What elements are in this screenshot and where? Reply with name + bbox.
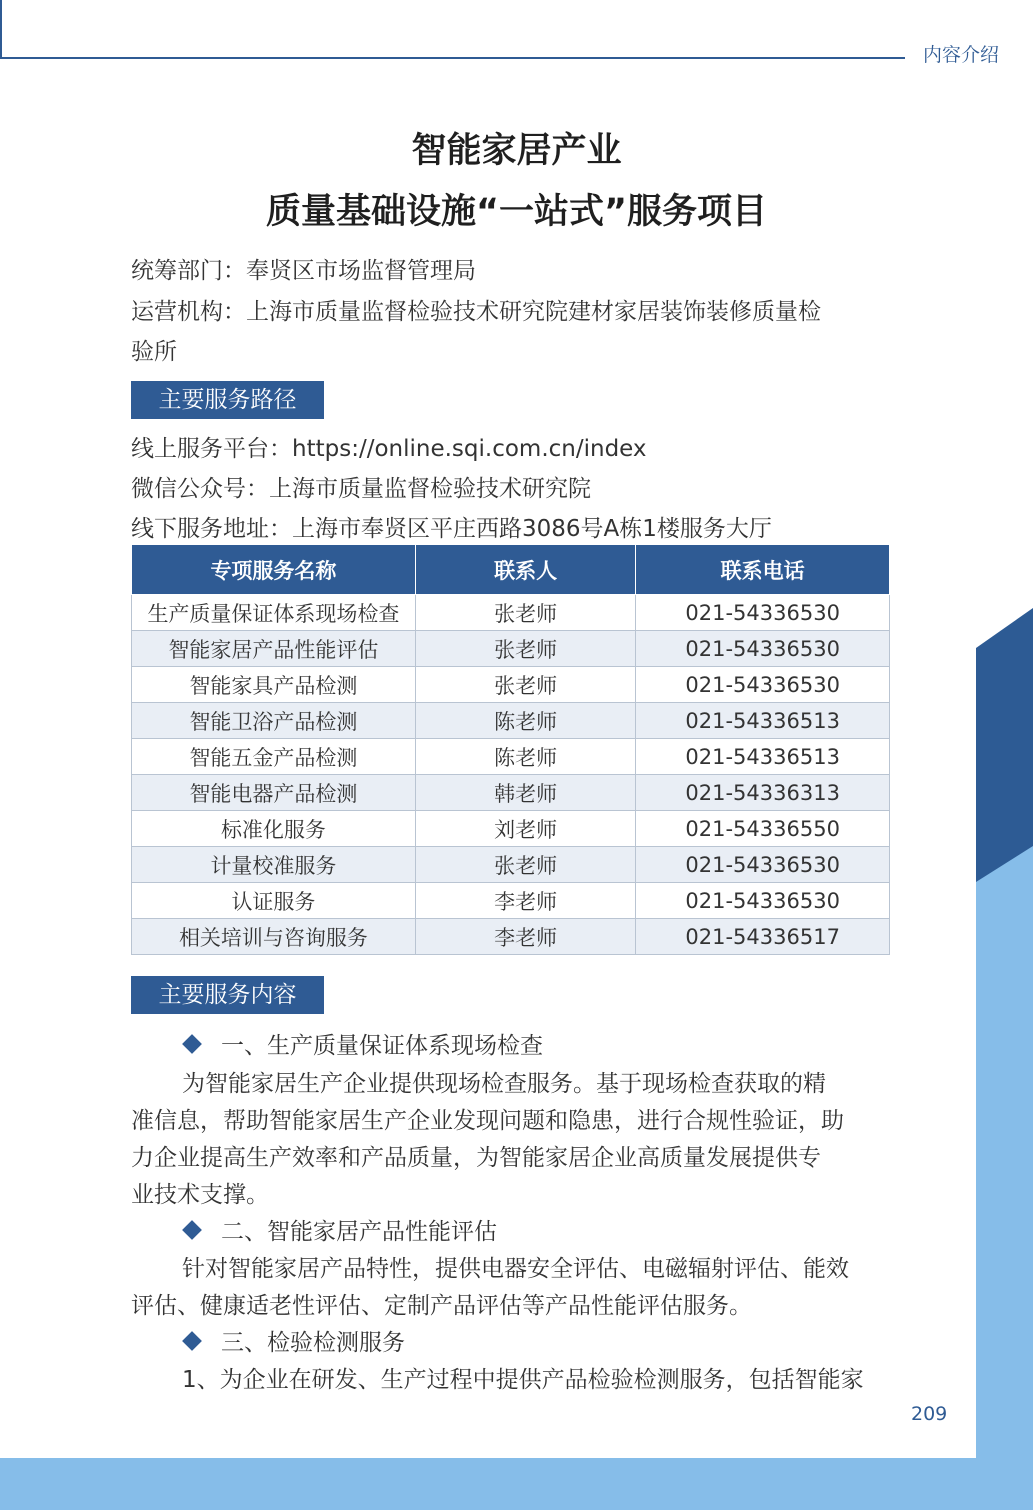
diamond-bullet-icon bbox=[182, 1034, 202, 1054]
service-name-cell: 标准化服务 bbox=[132, 811, 416, 847]
contact-cell: 李老师 bbox=[415, 883, 635, 919]
phone-cell: 021-54336550 bbox=[636, 811, 890, 847]
section-tag-service-path: 主要服务路径 bbox=[131, 381, 324, 419]
phone-cell: 021-54336530 bbox=[636, 595, 890, 631]
online-platform-line: 线上服务平台：https://online.sqi.com.cn/index bbox=[131, 436, 647, 462]
item3-line-1: 1、为企业在研发、生产过程中提供产品检验检测服务，包括智能家 bbox=[182, 1367, 864, 1393]
contact-cell: 张老师 bbox=[415, 595, 635, 631]
service-name-cell: 智能家具产品检测 bbox=[132, 667, 416, 703]
page-number: 209 bbox=[911, 1403, 948, 1425]
phone-cell: 021-54336530 bbox=[636, 631, 890, 667]
header-phone: 联系电话 bbox=[636, 545, 890, 595]
service-contact-table bbox=[131, 544, 890, 955]
contact-cell: 陈老师 bbox=[415, 703, 635, 739]
item2-line-1: 针对智能家居产品特性，提供电器安全评估、电磁辐射评估、能效 bbox=[182, 1256, 849, 1282]
phone-cell: 021-54336530 bbox=[636, 667, 890, 703]
phone-cell: 021-54336517 bbox=[636, 919, 890, 955]
phone-cell: 021-54336530 bbox=[636, 847, 890, 883]
item2-line-2: 评估、健康适老性评估、定制产品评估等产品性能评估服务。 bbox=[131, 1293, 752, 1319]
table-row bbox=[132, 595, 890, 631]
phone-cell: 021-54336513 bbox=[636, 703, 890, 739]
item2-title: 二、智能家居产品性能评估 bbox=[221, 1219, 497, 1245]
table-row bbox=[132, 631, 890, 667]
table-row bbox=[132, 775, 890, 811]
phone-cell: 021-54336530 bbox=[636, 883, 890, 919]
page-title-line2: 质量基础设施“一站式”服务项目 bbox=[265, 192, 767, 232]
diamond-bullet-icon bbox=[182, 1331, 202, 1351]
table-row bbox=[132, 847, 890, 883]
wechat-line: 微信公众号：上海市质量监督检验技术研究院 bbox=[131, 476, 591, 502]
offline-address-line: 线下服务地址：上海市奉贤区平庄西路3086号A栋1楼服务大厅 bbox=[131, 516, 772, 542]
service-name-cell: 智能家居产品性能评估 bbox=[132, 631, 416, 667]
service-name-cell: 智能五金产品检测 bbox=[132, 739, 416, 775]
page-title-line1: 智能家居产业 bbox=[411, 131, 622, 171]
contact-cell: 张老师 bbox=[415, 631, 635, 667]
table-row bbox=[132, 739, 890, 775]
phone-cell: 021-54336313 bbox=[636, 775, 890, 811]
service-name-cell: 智能电器产品检测 bbox=[132, 775, 416, 811]
table-row bbox=[132, 703, 890, 739]
table-row bbox=[132, 919, 890, 955]
header-contact: 联系人 bbox=[415, 545, 635, 595]
dept-line: 统筹部门：奉贤区市场监督管理局 bbox=[131, 258, 476, 284]
header-service-name: 专项服务名称 bbox=[132, 545, 416, 595]
item1-heading bbox=[185, 1027, 543, 1060]
service-name-cell: 认证服务 bbox=[132, 883, 416, 919]
item1-line-2: 准信息，帮助智能家居生产企业发现问题和隐患，进行合规性验证，助 bbox=[131, 1108, 844, 1134]
item1-line-3: 力企业提高生产效率和产品质量，为智能家居企业高质量发展提供专 bbox=[131, 1145, 821, 1171]
item1-title: 一、生产质量保证体系现场检查 bbox=[221, 1033, 543, 1059]
service-name-cell: 生产质量保证体系现场检查 bbox=[132, 595, 416, 631]
table-row bbox=[132, 667, 890, 703]
contact-cell: 李老师 bbox=[415, 919, 635, 955]
section-tag-service-content: 主要服务内容 bbox=[131, 976, 324, 1014]
decorative-light-stripe bbox=[976, 846, 1033, 1510]
org-line-2: 验所 bbox=[131, 339, 177, 365]
contact-cell: 韩老师 bbox=[415, 775, 635, 811]
section-label: 内容介绍 bbox=[923, 44, 1000, 66]
item3-title: 三、检验检测服务 bbox=[221, 1330, 405, 1356]
service-name-cell: 计量校准服务 bbox=[132, 847, 416, 883]
header-rule bbox=[0, 57, 905, 59]
phone-cell: 021-54336513 bbox=[636, 739, 890, 775]
contact-cell: 陈老师 bbox=[415, 739, 635, 775]
org-line-1: 运营机构：上海市质量监督检验技术研究院建材家居装饰装修质量检 bbox=[131, 299, 821, 325]
table-row bbox=[132, 811, 890, 847]
table-row bbox=[132, 883, 890, 919]
bottom-band bbox=[0, 1458, 1033, 1510]
contact-cell: 张老师 bbox=[415, 667, 635, 703]
contact-cell: 张老师 bbox=[415, 847, 635, 883]
service-name-cell: 相关培训与咨询服务 bbox=[132, 919, 416, 955]
header-left-rule bbox=[0, 0, 2, 58]
item1-line-4: 业技术支撑。 bbox=[131, 1182, 269, 1208]
contact-cell: 刘老师 bbox=[415, 811, 635, 847]
service-name-cell: 智能卫浴产品检测 bbox=[132, 703, 416, 739]
item3-heading bbox=[185, 1324, 405, 1357]
diamond-bullet-icon bbox=[182, 1220, 202, 1240]
item2-heading bbox=[185, 1213, 497, 1246]
table-header-row bbox=[132, 545, 890, 595]
item1-line-1: 为智能家居生产企业提供现场检查服务。基于现场检查获取的精 bbox=[182, 1071, 826, 1097]
